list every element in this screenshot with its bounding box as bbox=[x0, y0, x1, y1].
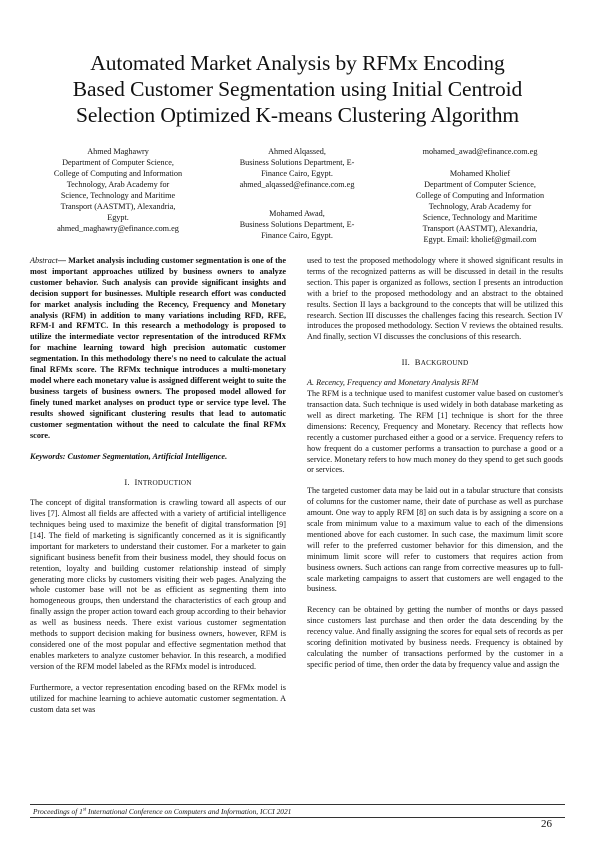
author-email: ahmed_maghawry@efinance.com.eg bbox=[57, 224, 179, 233]
section-numeral: II. bbox=[401, 357, 411, 368]
paragraph: The concept of digital transformation is crawling toward all aspects of our lives [7]. Almost all fields are affected with a variety of artificial intelligence techniques being used to maximize the benefit of digital transformation [9][14]. The field of marketing is significantly concerned as it is significantly important for marketers to understand their customer. For a marketer to gain significant business benefit from their business model, they should focus on retention, loyalty and building customer relationship instead of simply generating more clicks by customers visiting their web pages. Analyzing the whole customer base will not be as efficient as segmenting them into homogeneous groups, then understand the characteristics of each group and finally assign the proper action toward each group according to their behavior as well as business needs. There exist various customer segmentation methods to support decision making for business owners, however, RFM is considered one of the most popular and effective segmentation method that enables marketers to analyze customer behavior. In this research, a modified version of the RFM model labeled as the RFMx model is introduced. bbox=[30, 498, 286, 671]
section-heading-introduction bbox=[30, 477, 286, 489]
author-line: Department of Computer Science, bbox=[62, 158, 174, 167]
author-line: Technology, Arab Academy for bbox=[428, 202, 532, 211]
author-block-awad-email bbox=[395, 146, 565, 157]
author-line: Transport (AASTMT), Alexandria, bbox=[60, 202, 176, 211]
author-line: College of Computing and Information bbox=[415, 191, 545, 200]
footer-suffix: International Conference on Computers and Information, ICCI 2021 bbox=[86, 807, 292, 816]
author-line: Technology, Arab Academy for bbox=[66, 180, 170, 189]
author-line: Mohamed Kholief bbox=[449, 169, 511, 178]
left-column bbox=[30, 256, 286, 715]
section-first-letter: B bbox=[414, 357, 421, 368]
author-line: Department of Computer Science, bbox=[424, 180, 536, 189]
section-heading-background bbox=[307, 357, 563, 369]
section-first-letter: I bbox=[134, 477, 138, 488]
paragraph: Furthermore, a vector representation encoding based on the RFMx model is utilized for machine learning to achieve automatic customer segmentation. A custom data set was bbox=[30, 682, 286, 714]
author-block-kholief bbox=[395, 168, 565, 245]
title-line: Based Customer Segmentation using Initial Centroid bbox=[72, 77, 523, 101]
paragraph: Recency can be obtained by getting the number of months or days passed since customers last purchase and then order the data descending by the recency value. And finally assigning the scores for equal sets of records as per scoring definition motivated by business needs. Frequency is obtained by calculating the number of transactions performed by the customer in a specific period of time, then order the data by frequency value and assign the bbox=[307, 605, 563, 669]
footer-prefix: Proceedings of 1 bbox=[33, 807, 83, 816]
title-line: Selection Optimized K-means Clustering Algorithm bbox=[75, 103, 520, 127]
abstract-text: — Market analysis including customer segmentation is one of the most important approaches utilized by business owners to analyze customer behavior. Such analysis can provide significant insights and decision support for businesses. Multiple research effort was conducted for market analysis including the Recency, Frequency and Monetary analysis (RFM) in addition to many variations including RFD, RFE, RFM-I and RFMTC. In this research a methodology is proposed to utilize the intermediate vector representation of the introduced RFMx for machine learning toward high precision automatic customer segmentation. In this methodology there's no need to calculate the actual final RFMx score. The RFMx technique introduces a multi-monetary model where each monetary value is assigned different weight to suite the business targets of business owners. The proposed model allowed for finely tuned market analyses on product type or service type level. The results showed significant clustering results that lead to automatic customer segmentation without the need to calculate the final RFMx score. bbox=[30, 256, 286, 440]
author-line: Egypt. bbox=[107, 213, 129, 222]
author-line: Ahmed Alqassed, bbox=[268, 147, 326, 156]
author-block-maghawry bbox=[33, 146, 203, 234]
author-block-alqassed bbox=[212, 146, 382, 190]
paragraph: The targeted customer data may be laid out in a tabular structure that consists of columns for the customer name, their date of purchase as well as purchase amount. One way to apply RFM [8] on such data is by assigning a score on a scale from minimum value to a maximum value to each of the dimensions mentioned above for each customer. In such case, the maximum limit score will refer to the preferred customer behavior for this dimension, and the minimum limit score will refer to customers that requires action from business owners. Such actions can range from corrective measures up to full-scale marketing campaigns to assert that customers are well engaged to the business. bbox=[307, 486, 563, 594]
author-line: College of Computing and Information bbox=[53, 169, 183, 178]
author-line: Business Solutions Department, E- bbox=[239, 220, 355, 229]
section-title-rest: ACKGROUND bbox=[420, 359, 469, 368]
paper-title bbox=[30, 50, 565, 128]
footer-proceedings bbox=[33, 807, 291, 816]
title-line: Automated Market Analysis by RFMx Encoding bbox=[90, 51, 505, 75]
paragraph: The RFM is a technique used to manifest customer value based on customer's transaction data. Such technique is used widely in both database marketing as well as direct marketing. The RFM [1] technique is short for the three dimensions: Recency, Frequency and Monetary. Recency that reflects how recently a customer purchased either a good or a service. Frequency refers to how frequent do a customer performs a transaction to purchase a good or a service. Monetary refers to how much money do they spend to get such goods or services. bbox=[307, 389, 563, 475]
footer-sup: st bbox=[82, 807, 87, 813]
author-line: Science, Technology and Maritime bbox=[422, 213, 538, 222]
author-line: Transport (AASTMT), Alexandria, bbox=[422, 224, 538, 233]
author-line: Egypt. Email: kholief@gmail.com bbox=[423, 235, 537, 244]
author-line: Finance Cairo, Egypt. bbox=[261, 231, 333, 240]
section-numeral: I. bbox=[124, 477, 130, 488]
page-number: 26 bbox=[541, 818, 552, 830]
right-column bbox=[307, 256, 563, 671]
abstract-label: Abstract bbox=[30, 256, 58, 265]
author-email: ahmed_alqassed@efinance.com.eg bbox=[239, 180, 355, 189]
keywords: Keywords: Customer Segmentation, Artificial Intelligence. bbox=[30, 452, 228, 462]
author-line: Ahmed Maghawry bbox=[87, 147, 149, 156]
author-block-awad bbox=[212, 208, 382, 241]
author-line: Business Solutions Department, E- bbox=[239, 158, 355, 167]
author-line: Science, Technology and Maritime bbox=[60, 191, 176, 200]
footer-rule-top bbox=[30, 804, 565, 805]
author-line: Finance Cairo, Egypt. bbox=[261, 169, 333, 178]
paragraph: used to test the proposed methodology where it showed significant results in terms of the recognized patterns as will be discussed in detail in the results section. This paper is organized as follows, section I presents an introduction with a brief to the proposed methodology and an abstract to the obtained results. Section II lays a background to the concepts that will be utilized this research. Section III discusses the challenges facing this research. Section IV introduces the proposed methodology. Section V reviews the obtained results. And finally, section VI discusses the conclusions of this research. bbox=[307, 256, 563, 342]
author-email: mohamed_awad@efinance.com.eg bbox=[422, 147, 538, 156]
abstract bbox=[30, 256, 286, 441]
author-line: Mohamed Awad, bbox=[269, 209, 325, 218]
footer-rule-bottom bbox=[30, 817, 565, 818]
subsection-heading: A. Recency, Frequency and Monetary Analysis RFM bbox=[307, 378, 479, 388]
section-title-rest: NTRODUCTION bbox=[137, 479, 192, 488]
